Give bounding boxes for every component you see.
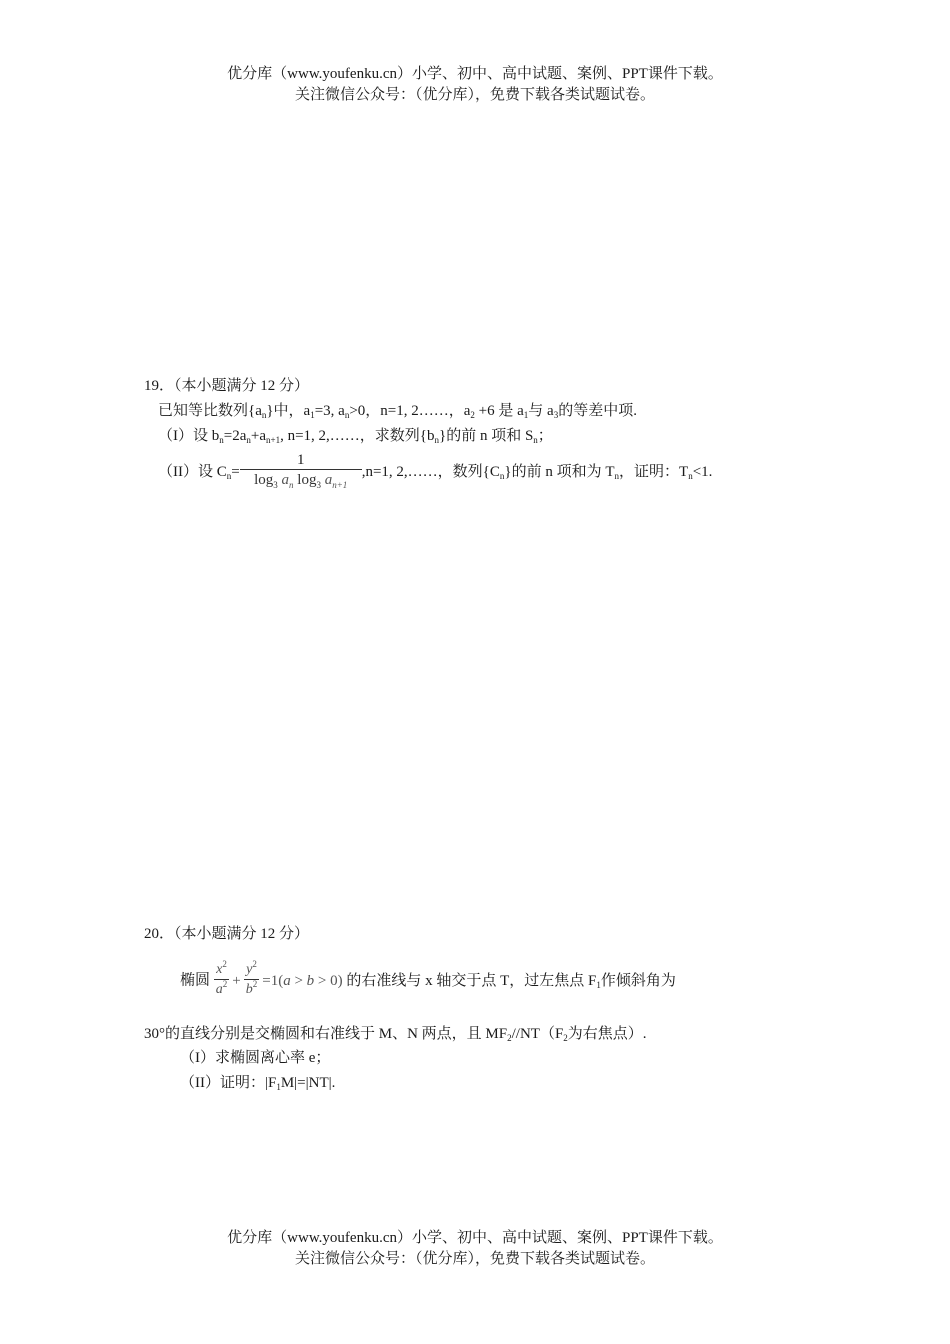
ellipse-condition: =1(a > b > 0) [262,972,343,989]
q19-title: 19．（本小题满分 12 分） [144,378,310,394]
q19-part1: （I）设 $b_n=2a_n+a_{n+1}$, n=1, 2,……，求数列$\{b_n\}$的前 n 项和 $S_n$； [158,428,553,445]
q20-part1: （I）求椭圆离心率 e； [180,1050,331,1066]
fraction-numerator: 1 [296,451,305,468]
q20-stem: 椭圆 $\frac{x^2}{a^2}$ + $\frac{y^2}{b^2}$ =1(a > b > 0) 的右准线与 x 轴交于点 T，过左焦点 $F_1$作倾斜角为 [180,958,676,1003]
header-line-1: 优分库（www.youfenku.cn）小学、初中、高中试题、案例、PPT课件下载。 [227,66,723,82]
q19-part2: （II）设 $C_n=$ $\frac{1}{\log_3 a_n \log_3 a_{n+1}}$ ,n=1, 2,……，数列$\{C_n\}$的前 n 项和为 $T_n$，证明：$T_n<1$. [158,450,712,495]
cn-fraction [240,451,362,495]
footer-line-1: 优分库（www.youfenku.cn）小学、初中、高中试题、案例、PPT课件下载。 [227,1230,723,1246]
q20-title: 20．（本小题满分 12 分） [144,926,310,942]
x2-over-a2: $\frac{x^2}{a^2}$ [214,961,230,1000]
y2-over-b2: $\frac{y^2}{b^2}$ [244,961,260,1000]
q20-stem-cont: 30°的直线分别是交椭圆和右准线于 M、N 两点，且 $MF_2//NT(F_2$为右焦点）. [144,1026,647,1043]
footer-line-2: 关注微信公众号：（优分库），免费下载各类试题试卷。 [294,1251,655,1267]
header-line-2: 关注微信公众号：（优分库），免费下载各类试题试卷。 [294,87,655,103]
page-header [0,64,950,106]
q20-part2: （II）证明：$|F_1M|=|NT|$. [180,1075,336,1092]
fraction-denominator: $\log_3 a_n$ $\log_3 a_{n+1}$ [240,469,362,495]
page-footer [0,1228,950,1270]
q19-stem: 已知等比数列$\{a_n\}$中，$a_1=3$, $a_n>0$，n=1, 2……，$a_2 +6$ 是 $a_1$与 $a_3$的等差中项. [158,403,637,420]
